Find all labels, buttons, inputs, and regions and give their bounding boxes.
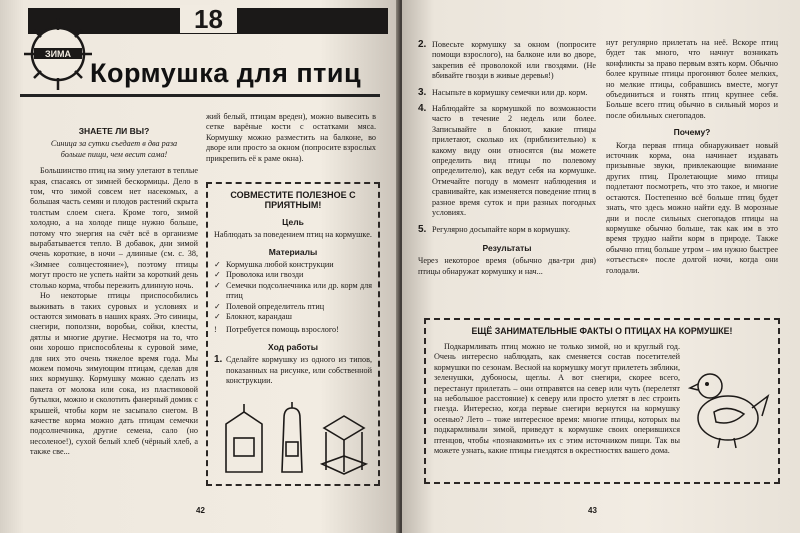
checkbox-icon: ✓ <box>214 312 221 322</box>
right-col2 <box>606 38 778 276</box>
know-epigraph: Синица за сутки съедает в два раза больше пищи, чем весит сама! <box>50 139 178 159</box>
checkbox-icon: ✓ <box>214 260 221 270</box>
combine-box-title: СОВМЕСТИТЕ ПОЛЕЗНОЕ С ПРИЯТНЫМ! <box>230 190 356 211</box>
material-item: ✓ Кормушка любой конструкции <box>214 260 334 270</box>
material-item: ✓ Блокнот, карандаш <box>214 312 292 322</box>
step-1: 1. Сделайте кормушку из одного из типов, показанных на рисунке, или собственной конструкции. <box>214 354 372 386</box>
right-col2-top: нут регулярно прилетать на неё. Вскоре птиц будет так много, что начнут возникать конфликты за право первым взять корм. Обычно более крупные птицы прогоняют более мелких, но мелкие птицы, собравшись вместе, могут объединиться и гонять птиц крупнее себя. Больше всего птиц обычно в сильный мороз и после обильных снегопадов. <box>606 38 778 120</box>
know-heading: ЗНАЕТЕ ЛИ ВЫ? <box>78 126 150 136</box>
right-page <box>402 0 800 533</box>
know-section <box>30 126 198 458</box>
page-number-left: 42 <box>196 506 205 515</box>
know-body: Большинство птиц на зиму улетают в теплые края, спасаясь от зимней бескормицы. Дело в том, что зимой совсем нет насекомых, а большая часть семян и плодов растений скрыта толстым слоем снега. Кроме того, зимой холодно, а на холоде пище нужно больше, потому что энергия на счёт всё в организме вырабатывается тепло. В добавок, дни зимой очень короткие, в ночи – длинные (см. с. 38, «Зимнее солнцестояние»), поэтому птицы могут просто не успеть найти за короткий день столько корма, чтобы пережить длинную ночь. <box>30 166 198 290</box>
steps-heading: Ход работы <box>268 341 318 352</box>
why-heading: Почему? <box>673 127 711 138</box>
left-col2-top: жий белый, птицам вреден), можно вывесить в сетке варёные кости с остатками мяса. Кормушку можно разместить на балконе, во дворе или просто за окном (попросите взрослых прикрепить её к раме окна). <box>206 112 376 163</box>
step-5: 5. Регулярно досыпайте корм в кормушку. <box>418 223 571 235</box>
step-4: 4. Наблюдайте за кормушкой по возможности часто в течение 2 недель или более. Записывайте в блокнот, какие птицы прилетают, сколько их (приблизительно) к какому виду они относятся (вы можете определить вид птицы по полевому определителю), как ведут себя на кормушке. Отмечайте погоду в момент наблюдения и сравнивайте, как изменяется поведение птиц в разное время суток и при разных погодных условиях. <box>418 103 596 218</box>
checkbox-icon: ✓ <box>214 270 221 280</box>
goal-heading: Цель <box>282 216 304 227</box>
combine-box <box>206 182 380 486</box>
warning-icon: ! <box>214 325 217 335</box>
material-item: ✓ Проволока или гвозди <box>214 270 304 280</box>
chapter-number: 18 <box>180 5 237 33</box>
materials-heading: Материалы <box>268 246 318 257</box>
bird-icon <box>688 360 770 450</box>
material-item: ✓ Полевой определитель птиц <box>214 301 325 311</box>
material-item: ✓ Семечки подсолнечника или др. корм для птиц <box>214 280 372 301</box>
winter-emblem-icon <box>22 14 94 94</box>
adult-help-note: ! Потребуется помощь взрослого! <box>214 325 339 335</box>
step-3: 3. Насыпьте в кормушку семечки или др. корм. <box>418 86 588 98</box>
emblem-label: ЗИМА <box>44 49 72 59</box>
step-2: 2. Повесьте кормушку за окном (попросите помощи взрослого), на балконе или во дворе, закрепив её проволокой или гвоздями. (Не вбивайте гвозди в живые деревья!) <box>418 39 596 81</box>
results-text: Через некоторое время (обычно два-три дня) птицы обнаружат кормушку и нач... <box>418 256 596 276</box>
know-body-2: Но некоторые птицы приспособились выживать в таких суровых и условиях и остаются зимовать в наших краях. Это синицы, снегири, поползни, воробьи, сойки, клесты, дятлы и многие другие. Несмотря на то, что они хорошо приспособлены к суровой зиме, для них это очень тяжелое время года. Мы можем помочь зимующим птицам, сделав для них кормушку. Кормушку можно сделать из пакета от молока или сока, из пластиковой бутылки, можно и сколотить фанерный домик с крышей, чтобы корм не засыпало снегом. В качестве корма можно дать птицам семечки подсолнечника, другие семена, сало (но несоленое!), сухой белый хлеб (чёрный хлеб, а также све... <box>30 291 198 457</box>
facts-text: Подкармливать птиц можно не только зимой, но и круглый год. Очень интересно наблюдать, как сменяется состав посетителей кормушки по сезонам. Весной на кормушку могут прилететь зяблики, зеленушки, дубоносы, щеглы. А вот снегири, скорее всего, перестанут прилетать – они отправятся на север или чуть (перелетят на небольшое расстояние) к северу или просто улетят в лес строить гнезда. Интересно, когда первые снегири вернутся на кормушку осенью? Лето – тоже интересное время: многие птицы, которых вы подкармливали зимой, приведут к кормушке своих оперившихся птенцов, чтобы «познакомить» их с этим источником пищи. Так вы можете узнать, какие птицы гнездятся в окрестностях вашего дома. <box>434 342 680 456</box>
page-number-right: 43 <box>588 506 597 515</box>
title-divider <box>20 94 380 97</box>
left-col2-text <box>206 112 376 164</box>
why-text: Когда первая птица обнаруживает новый источник корма, она начинает издавать призывные звуки, привлекающие внимание других птиц. Пролетающие мимо птицы подлетают посмотреть, что это такое, и многие остаются. Постепенно всё больше птиц будет знать, что здесь можно найти еду. В морозные дни и после сильных снегопадов птицы на кормушке обычно больше, так как им в это время трудно найти корм в природе. Также обычно птиц больше утром – им нужно быстрее «отъесться» после долгой ночи, когда они голодали. <box>606 140 778 275</box>
checkbox-icon: ✓ <box>214 301 221 311</box>
checkbox-icon: ✓ <box>214 280 221 290</box>
goal-text: Наблюдать за поведением птиц на кормушке. <box>214 230 372 240</box>
feeder-illustration <box>218 402 370 476</box>
facts-title: ЕЩЁ ЗАНИМАТЕЛЬНЫЕ ФАКТЫ О ПТИЦАХ НА КОРМУШКЕ! <box>471 326 733 336</box>
facts-box <box>424 318 780 484</box>
steps-continued <box>418 40 596 277</box>
page-title: Кормушка для птиц <box>90 58 362 88</box>
results-heading: Результаты <box>482 242 532 253</box>
